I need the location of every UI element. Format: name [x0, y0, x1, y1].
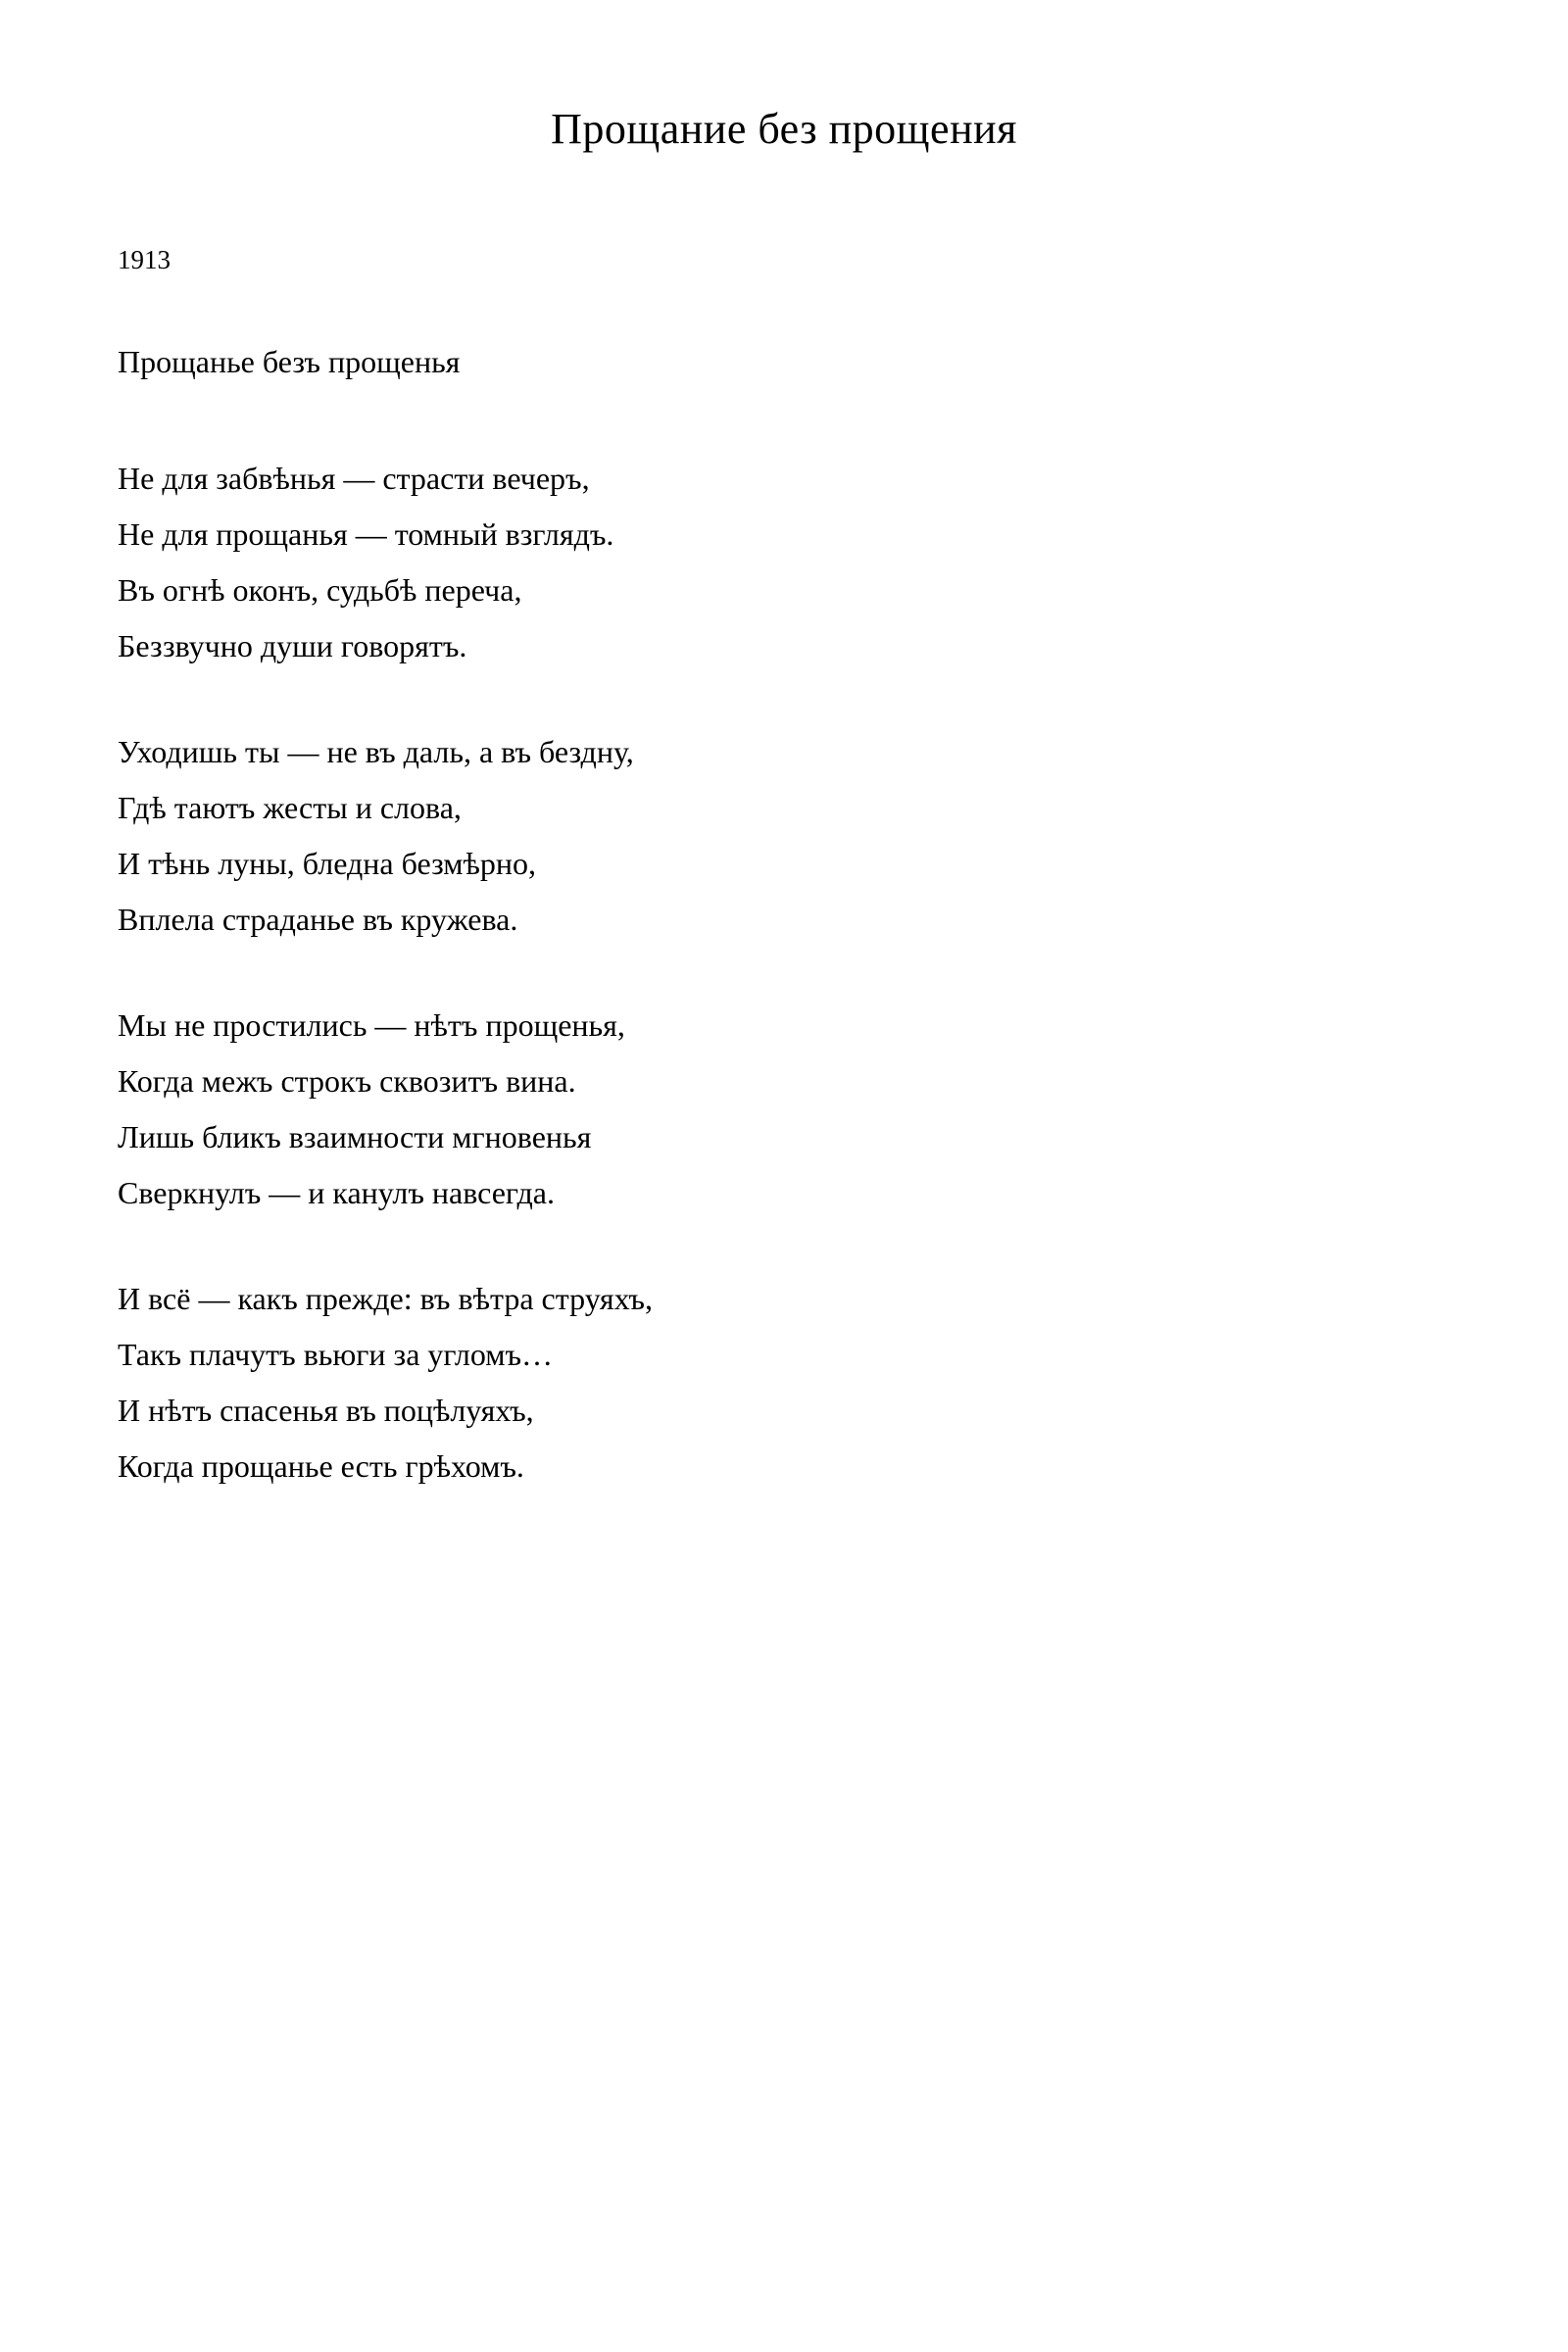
poem-line: Не для прощанья — томный взглядъ.	[118, 516, 614, 552]
poem-line: Такъ плачутъ вьюги за угломъ…	[118, 1337, 554, 1372]
stanza-1	[118, 451, 1450, 674]
poem-line: Не для забвѣнья — страсти вечеръ,	[118, 461, 590, 496]
poem-line: Мы не простились — нѣтъ прощенья,	[118, 1007, 625, 1043]
stanza-4	[118, 1271, 1450, 1494]
stanza-3	[118, 998, 1450, 1221]
poem-line: Когда межъ строкъ сквозитъ вина.	[118, 1063, 576, 1099]
poem-line: Лишь бликъ взаимности мгновенья	[118, 1119, 592, 1154]
poem-line: И тѣнь луны, бледна безмѣрно,	[118, 846, 537, 881]
poem-line: Въ огнѣ оконъ, судьбѣ переча,	[118, 572, 522, 608]
poem-line: Вплела страданье въ кружева.	[118, 902, 518, 937]
poem-line: Уходишь ты — не въ даль, а въ бездну,	[118, 734, 634, 769]
poem-year: 1913	[118, 245, 171, 274]
poem-line: Сверкнулъ — и канулъ навсегда.	[118, 1175, 555, 1210]
poem-subtitle: Прощанье безъ прощенья	[118, 344, 461, 379]
poem-line: Гдѣ таютъ жесты и слова,	[118, 790, 462, 825]
stanza-2	[118, 724, 1450, 948]
poem-line: И нѣтъ спасенья въ поцѣлуяхъ,	[118, 1393, 534, 1428]
poem-title: Прощание без прощения	[551, 105, 1017, 153]
poem-line: Когда прощанье есть грѣхомъ.	[118, 1448, 524, 1484]
poem-line: Беззвучно души говорятъ.	[118, 628, 467, 663]
poem-line: И всё — какъ прежде: въ вѣтра струяхъ,	[118, 1281, 653, 1316]
